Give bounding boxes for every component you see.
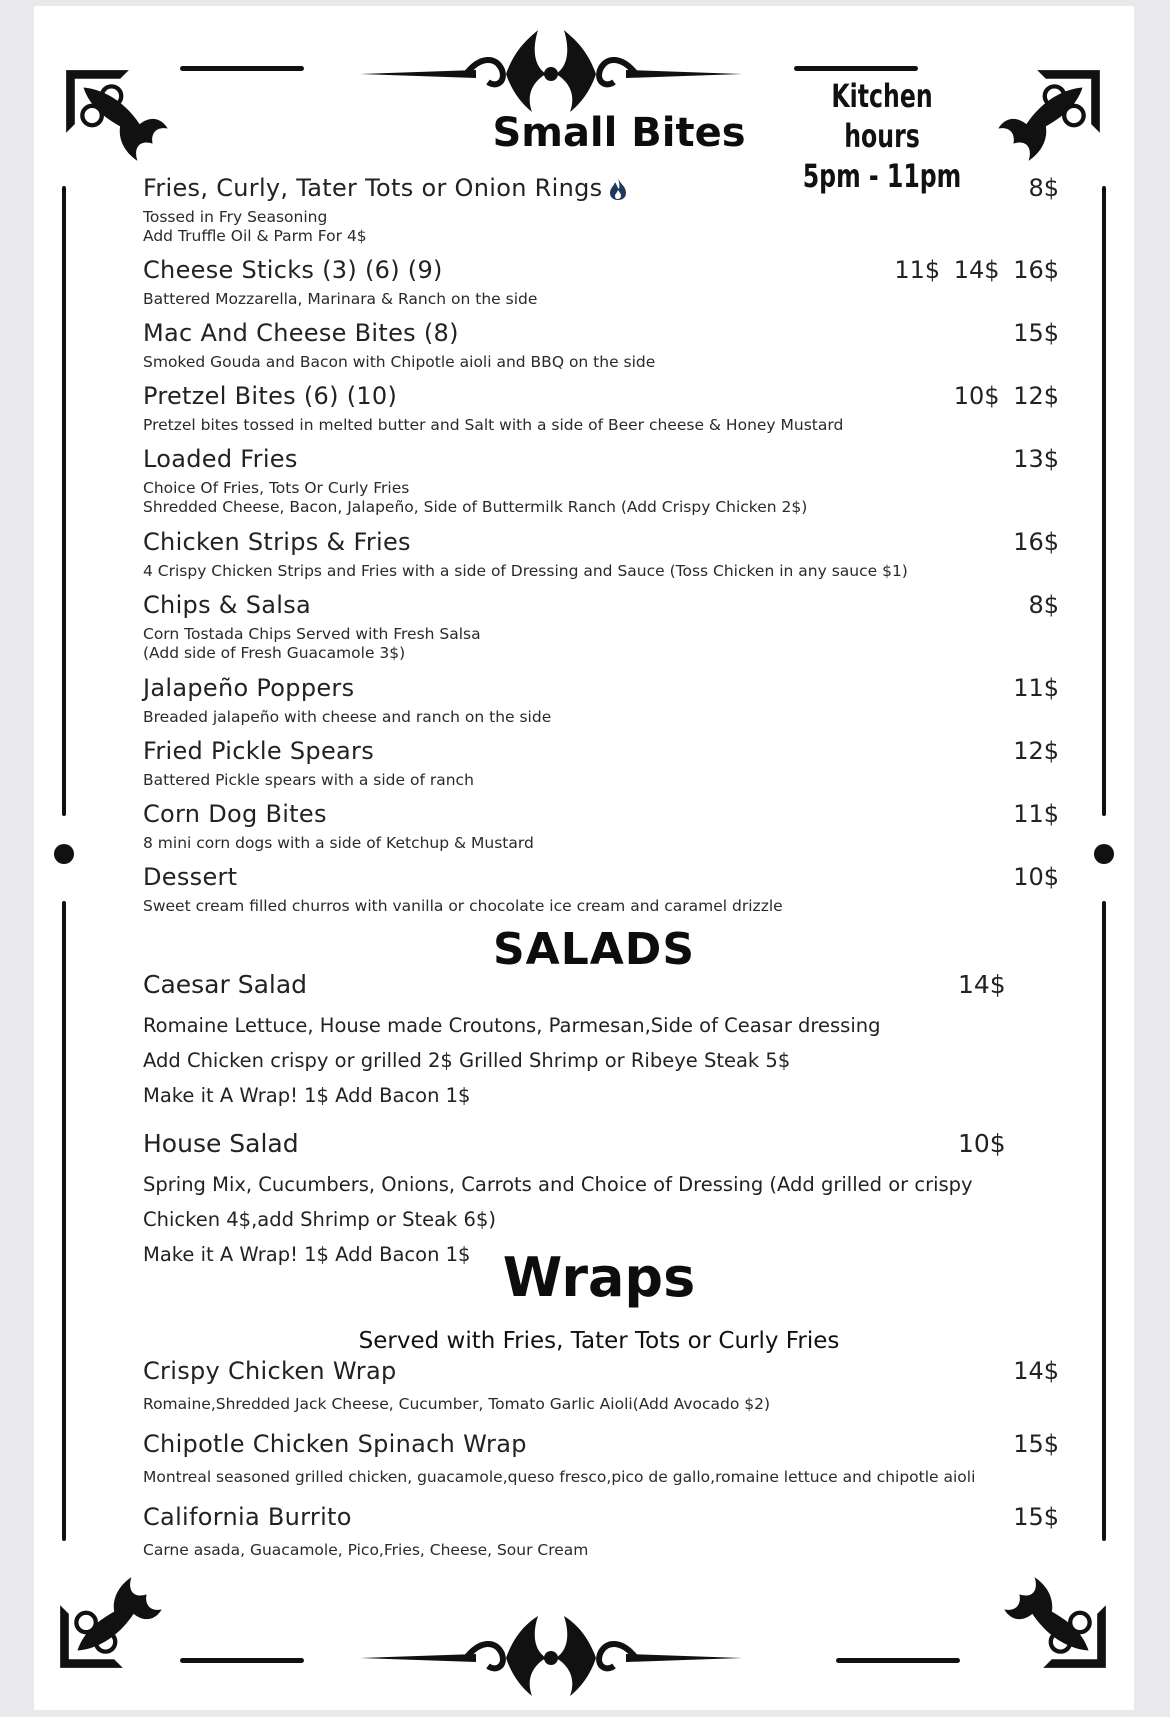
kitchen-hours-time: 5pm - 11pm bbox=[802, 157, 962, 195]
item-price: 10$ bbox=[1013, 863, 1059, 891]
item-name: Cheese Sticks (3) (6) (9) bbox=[143, 256, 443, 284]
item-price: 15$ bbox=[1013, 319, 1059, 347]
flame-icon bbox=[608, 177, 628, 201]
item-price: 8$ bbox=[1028, 174, 1059, 202]
item-description: Shredded Cheese, Bacon, Jalapeño, Side of Buttermilk Ranch (Add Crispy Chicken 2$) bbox=[143, 498, 808, 516]
item-description: Breaded jalapeño with cheese and ranch on the side bbox=[143, 708, 552, 726]
caesar-salad-name: Caesar Salad bbox=[143, 970, 308, 999]
item-description: Choice Of Fries, Tots Or Curly Fries bbox=[143, 479, 410, 497]
house-salad-price: 10$ bbox=[958, 1129, 1006, 1158]
item-description: Romaine,Shredded Jack Cheese, Cucumber, Tomato Garlic Aioli(Add Avocado $2) bbox=[143, 1395, 771, 1413]
small-bites-title: Small Bites bbox=[492, 110, 746, 156]
item-price: 11$ bbox=[1013, 800, 1059, 828]
wraps-subtitle: Served with Fries, Tater Tots or Curly Fries bbox=[358, 1328, 840, 1354]
item-name: Dessert bbox=[143, 863, 238, 891]
fleur-de-lis-icon bbox=[1000, 1562, 1108, 1670]
right-border-lower bbox=[1102, 901, 1106, 1541]
item-description: Make it A Wrap! 1$ Add Bacon 1$ bbox=[143, 1243, 471, 1266]
item-price: 11$ 14$ 16$ bbox=[894, 256, 1059, 284]
item-price: 8$ bbox=[1028, 591, 1059, 619]
item-price: 10$ 12$ bbox=[953, 382, 1059, 410]
item-description: Sweet cream filled churros with vanilla or chocolate ice cream and caramel drizzle bbox=[143, 897, 783, 915]
item-description: Make it A Wrap! 1$ Add Bacon 1$ bbox=[143, 1084, 471, 1107]
caesar-salad-price: 14$ bbox=[958, 970, 1006, 999]
item-description: Montreal seasoned grilled chicken, guacamole,queso fresco,pico de gallo,romaine lettuce and chipotle aioli bbox=[143, 1468, 976, 1486]
item-description: Carne asada, Guacamole, Pico,Fries, Cheese, Sour Cream bbox=[143, 1541, 589, 1559]
item-price: 14$ bbox=[1013, 1357, 1059, 1385]
item-name: Fries, Curly, Tater Tots or Onion Rings bbox=[143, 174, 628, 202]
item-description: 8 mini corn dogs with a side of Ketchup & Mustard bbox=[143, 834, 534, 852]
scroll-flourish-icon bbox=[356, 26, 746, 116]
item-description: Battered Pickle spears with a side of ranch bbox=[143, 771, 474, 789]
bottom-right-rule bbox=[836, 1658, 960, 1663]
item-description: Pretzel bites tossed in melted butter and Salt with a side of Beer cheese & Honey Mustard bbox=[143, 416, 844, 434]
item-name: Corn Dog Bites bbox=[143, 800, 327, 828]
salads-title: SALADS bbox=[492, 924, 696, 975]
item-description: Chicken 4$,add Shrimp or Steak 6$) bbox=[143, 1208, 496, 1231]
wraps-title: Wraps bbox=[502, 1246, 696, 1309]
kitchen-hours bbox=[790, 76, 974, 196]
top-left-rule bbox=[180, 66, 304, 71]
item-price: 13$ bbox=[1013, 445, 1059, 473]
item-name: Pretzel Bites (6) (10) bbox=[143, 382, 398, 410]
house-salad-name: House Salad bbox=[143, 1129, 299, 1158]
item-name: California Burrito bbox=[143, 1503, 352, 1531]
item-name: Jalapeño Poppers bbox=[143, 674, 355, 702]
item-description: 4 Crispy Chicken Strips and Fries with a side of Dressing and Sauce (Toss Chicken in any sauce $1) bbox=[143, 562, 908, 580]
item-name: Chicken Strips & Fries bbox=[143, 528, 411, 556]
left-border-dot bbox=[54, 844, 74, 864]
item-description: (Add side of Fresh Guacamole 3$) bbox=[143, 644, 406, 662]
top-right-rule bbox=[794, 66, 918, 71]
item-name: Fried Pickle Spears bbox=[143, 737, 375, 765]
kitchen-hours-label: Kitchen hours bbox=[831, 77, 933, 155]
right-border-upper bbox=[1102, 186, 1106, 816]
item-price: 16$ bbox=[1013, 528, 1059, 556]
item-price: 15$ bbox=[1013, 1503, 1059, 1531]
item-name: Chipotle Chicken Spinach Wrap bbox=[143, 1430, 527, 1458]
item-description: Tossed in Fry Seasoning bbox=[143, 208, 328, 226]
item-name: Mac And Cheese Bites (8) bbox=[143, 319, 459, 347]
item-description: Battered Mozzarella, Marinara & Ranch on the side bbox=[143, 290, 538, 308]
scroll-flourish-icon bbox=[356, 1616, 746, 1706]
item-price: 12$ bbox=[1013, 737, 1059, 765]
item-price: 15$ bbox=[1013, 1430, 1059, 1458]
item-name: Chips & Salsa bbox=[143, 591, 312, 619]
item-price: 11$ bbox=[1013, 674, 1059, 702]
item-description: Romaine Lettuce, House made Croutons, Parmesan,Side of Ceasar dressing bbox=[143, 1014, 881, 1037]
left-border-lower bbox=[62, 901, 66, 1541]
fleur-de-lis-icon bbox=[58, 1562, 166, 1670]
item-description: Spring Mix, Cucumbers, Onions, Carrots and Choice of Dressing (Add grilled or crispy bbox=[143, 1173, 973, 1196]
item-description: Smoked Gouda and Bacon with Chipotle aioli and BBQ on the side bbox=[143, 353, 656, 371]
item-name: Loaded Fries bbox=[143, 445, 298, 473]
bottom-left-rule bbox=[180, 1658, 304, 1663]
fleur-de-lis-icon bbox=[994, 68, 1102, 176]
right-border-dot bbox=[1094, 844, 1114, 864]
fleur-de-lis-icon bbox=[64, 68, 172, 176]
item-description: Corn Tostada Chips Served with Fresh Salsa bbox=[143, 625, 481, 643]
left-border-upper bbox=[62, 186, 66, 816]
item-description: Add Chicken crispy or grilled 2$ Grilled Shrimp or Ribeye Steak 5$ bbox=[143, 1049, 791, 1072]
item-name: Crispy Chicken Wrap bbox=[143, 1357, 397, 1385]
item-description: Add Truffle Oil & Parm For 4$ bbox=[143, 227, 367, 245]
menu-page bbox=[34, 6, 1134, 1710]
